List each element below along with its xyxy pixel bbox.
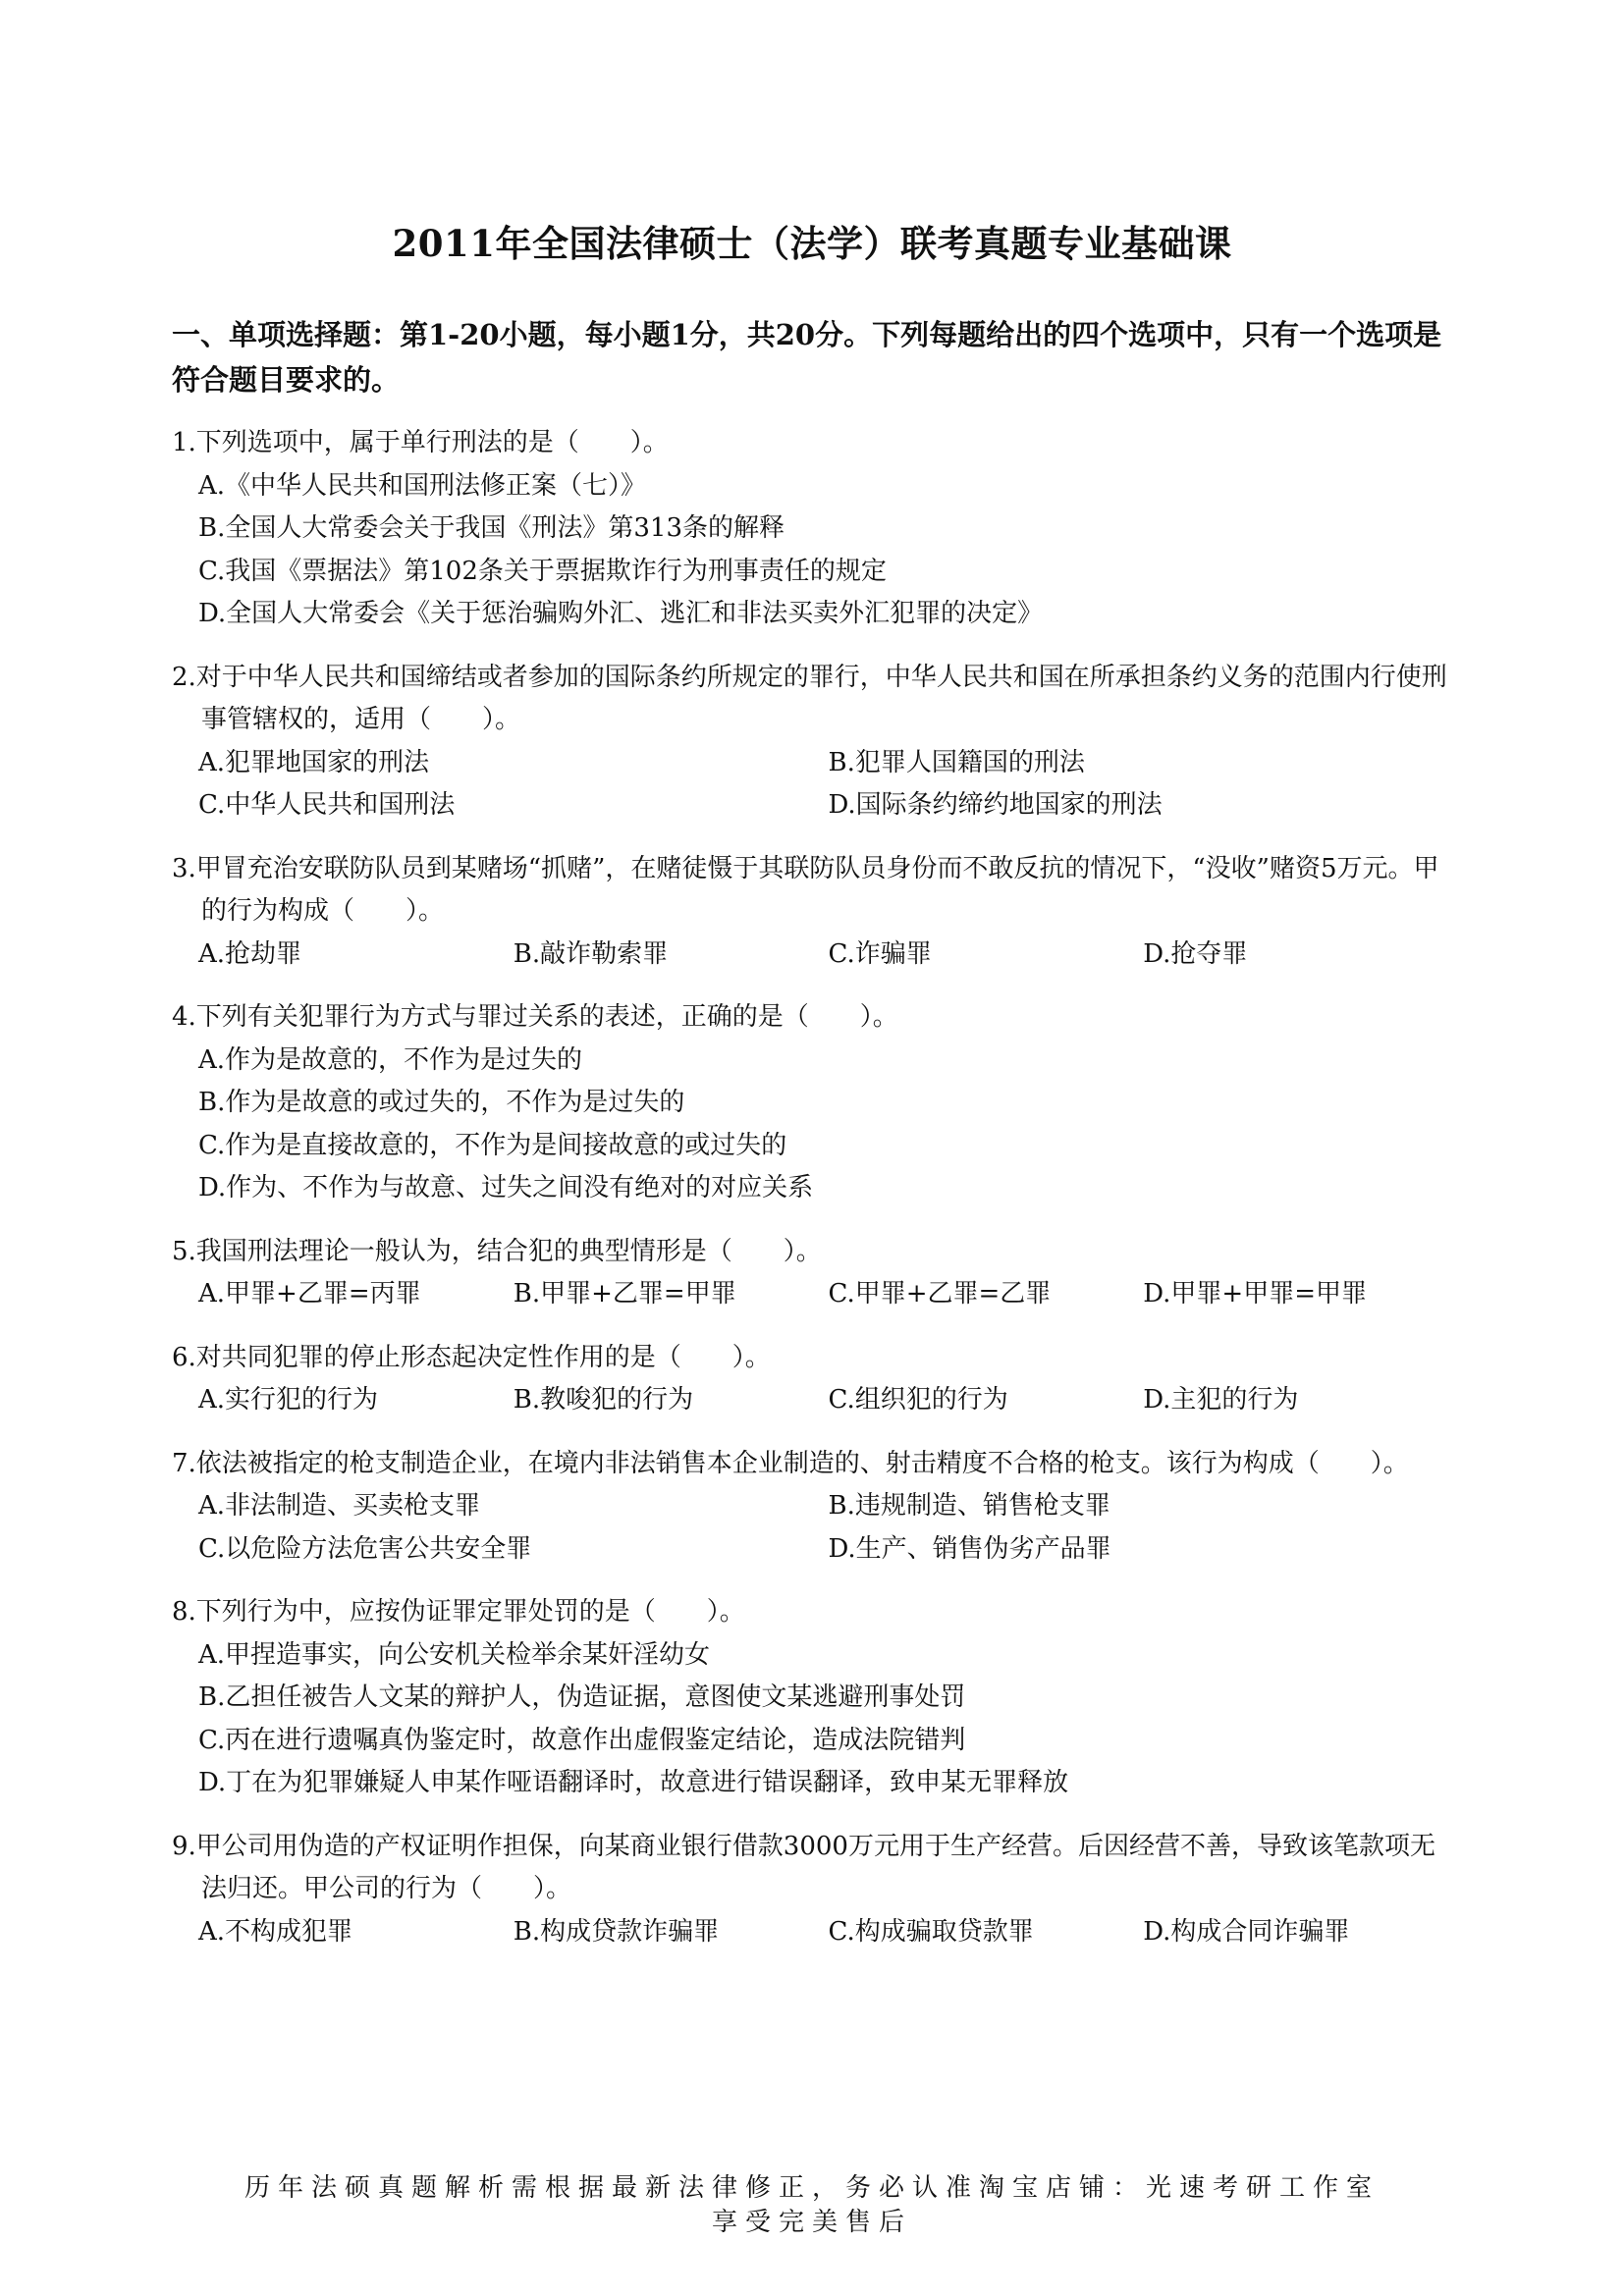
options xyxy=(172,742,1458,828)
option-a: A.甲罪+乙罪=丙罪 xyxy=(198,1279,421,1308)
question-stem: 4.下列有关犯罪行为方式与罪过关系的表述，正确的是（ ）。 xyxy=(172,1002,898,1032)
option-d: D.抢夺罪 xyxy=(1143,938,1248,969)
option-a: A.非法制造、买卖枪支罪 xyxy=(198,1491,481,1521)
question-stem: 3.甲冒充治安联防队员到某赌场“抓赌”，在赌徒慑于其联防队员身份而不敢反抗的情况下，“没收”赌资5万元。甲的行为构成（ ）。 xyxy=(172,853,1439,926)
option-c: C.甲罪+乙罪=乙罪 xyxy=(828,1279,1052,1308)
question-stem: 1.下列选项中，属于单行刑法的是（ ）。 xyxy=(172,428,669,457)
question-1 xyxy=(172,422,1458,636)
question-9 xyxy=(172,1826,1458,1954)
question-stem: 2.对于中华人民共和国缔结或者参加的国际条约所规定的罪行，中华人民共和国在所承担条约义务的范围内行使刑事管辖权的，适用（ ）。 xyxy=(172,662,1447,734)
question-stem: 5.我国刑法理论一般认为，结合犯的典型情形是（ ）。 xyxy=(172,1236,822,1266)
option-c: C.丙在进行遗嘱真伪鉴定时，故意作出虚假鉴定结论，造成法院错判 xyxy=(198,1725,966,1755)
option-a: A.抢劫罪 xyxy=(198,938,302,969)
question-stem: 7.依法被指定的枪支制造企业，在境内非法销售本企业制造的、射击精度不合格的枪支。该行为构成（ ）。 xyxy=(172,1448,1409,1478)
option-a: A.不构成犯罪 xyxy=(198,1916,353,1947)
option-c: C.中华人民共和国刑法 xyxy=(198,790,456,820)
option-a: A.甲捏造事实，向公安机关检举余某奸淫幼女 xyxy=(198,1639,711,1670)
option-c: C.以危险方法危害公共安全罪 xyxy=(198,1533,532,1564)
option-a: A.犯罪地国家的刑法 xyxy=(198,747,430,777)
question-8 xyxy=(172,1591,1458,1805)
question-stem: 9.甲公司用伪造的产权证明作担保，向某商业银行借款3000万元用于生产经营。后因经营不善，导致该笔款项无法归还。甲公司的行为（ ）。 xyxy=(172,1831,1435,1903)
options xyxy=(172,1485,1458,1571)
option-b: B.教唆犯的行为 xyxy=(513,1385,694,1415)
option-d: D.主犯的行为 xyxy=(1143,1385,1299,1415)
option-a: A.《中华人民共和国刑法修正案（七）》 xyxy=(198,470,647,501)
options xyxy=(172,1634,1458,1805)
option-d: D.全国人大常委会《关于惩治骗购外汇、逃汇和非法买卖外汇犯罪的决定》 xyxy=(198,599,1044,628)
question-3 xyxy=(172,848,1458,977)
question-list xyxy=(172,422,1458,1974)
options xyxy=(172,1911,1458,1954)
option-d: D.生产、销售伪劣产品罪 xyxy=(828,1533,1111,1564)
option-b: B.敲诈勒索罪 xyxy=(513,938,669,969)
question-7 xyxy=(172,1443,1458,1572)
option-c: C.我国《票据法》第102条关于票据欺诈行为刑事责任的规定 xyxy=(198,556,887,586)
option-b: B.全国人大常委会关于我国《刑法》第313条的解释 xyxy=(198,513,785,543)
option-d: D.国际条约缔约地国家的刑法 xyxy=(828,790,1163,820)
option-b: B.违规制造、销售枪支罪 xyxy=(828,1491,1110,1521)
options xyxy=(172,465,1458,636)
footer-line-2: 享受完美售后 xyxy=(711,2208,912,2237)
footer-line-1: 历年法硕真题解析需根据最新法律修正，务必认准淘宝店铺：光速考研工作室 xyxy=(244,2173,1380,2203)
option-a: A.实行犯的行为 xyxy=(198,1385,379,1415)
option-c: C.组织犯的行为 xyxy=(828,1385,1008,1415)
option-b: B.乙担任被告人文某的辩护人，伪造证据，意图使文某逃避刑事处罚 xyxy=(198,1682,966,1712)
option-c: C.构成骗取贷款罪 xyxy=(828,1916,1034,1947)
option-c: C.诈骗罪 xyxy=(828,938,932,969)
options xyxy=(172,1273,1458,1316)
options xyxy=(172,1040,1458,1210)
option-b: B.构成贷款诈骗罪 xyxy=(513,1916,720,1947)
question-4 xyxy=(172,996,1458,1210)
option-b: B.犯罪人国籍国的刑法 xyxy=(828,747,1085,777)
options xyxy=(172,1379,1458,1422)
question-6 xyxy=(172,1337,1458,1422)
option-b: B.作为是故意的或过失的，不作为是过失的 xyxy=(198,1088,685,1117)
option-d: D.作为、不作为与故意、过失之间没有绝对的对应关系 xyxy=(198,1173,814,1202)
option-d: D.甲罪+甲罪=甲罪 xyxy=(1143,1279,1368,1308)
question-2 xyxy=(172,657,1458,828)
document-title: 2011年全国法律硕士（法学）联考真题专业基础课 xyxy=(392,222,1232,265)
option-d: D.构成合同诈骗罪 xyxy=(1143,1916,1350,1947)
question-5 xyxy=(172,1231,1458,1316)
options xyxy=(172,934,1458,977)
option-d: D.丁在为犯罪嫌疑人申某作哑语翻译时，故意进行错误翻译，致申某无罪释放 xyxy=(198,1768,1069,1797)
section-heading: 一、单项选择题：第1-20小题，每小题1分，共20分。下列每题给出的四个选项中，只有一个选项是符合题目要求的。 xyxy=(172,318,1442,397)
option-a: A.作为是故意的，不作为是过失的 xyxy=(198,1044,583,1075)
footer-notice xyxy=(0,2171,1624,2240)
question-stem: 8.下列行为中，应按伪证罪定罪处罚的是（ ）。 xyxy=(172,1597,745,1627)
option-b: B.甲罪+乙罪=甲罪 xyxy=(513,1279,736,1308)
option-c: C.作为是直接故意的，不作为是间接故意的或过失的 xyxy=(198,1130,787,1160)
question-stem: 6.对共同犯罪的停止形态起决定性作用的是（ ）。 xyxy=(172,1342,771,1372)
